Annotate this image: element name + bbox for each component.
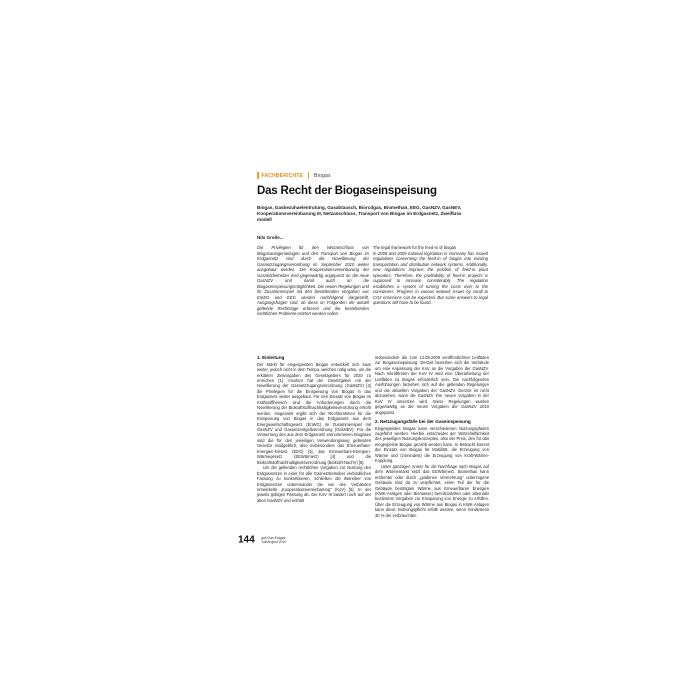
paragraph: Unter günstigen Anreiz für die Nachfrage nach Biogas auf dem Wärmemarkt setzt das EEWärmeG. Biomethan kann entfernter oder durch „goldenen Vermehrung“ unterzogene Gebäude sind da zu verpflichtet, einen Teil der für die Gebäude benötigten Wärme aus Erneuerbaren Energien (KWK-Anlagen oder Biomasse) bereitzustellen oder alternativ bestimmte Vorgaben zur Einsparung von Energie zu erfüllen. Über die Erzeugung von Wärme aus Biogas in KWK-Anlagen kann diese Nutzungspflicht erfüllt werden, wenn mindestens 30 % der verbrauchten	[375, 463, 489, 518]
paragraph: Eingespeistes Biogas kann verschiedenen Nutzungspfaden zugeführt werden. Hierbei entscheidet der Wirtschaftlichkeit des jeweiligen Nutzungskonzeptes, also der Preis, den für das eingespeiste Biogas gezahlt werden kann. In Betracht kommt der Einsatz von Biogas für Mobilität, die Erzeugung von Wärme und (zumindest) die Erzeugung von Kraft-Wärme-Kopplung.	[375, 425, 489, 464]
abstract-english-heading: The legal framework for the feed-in of biogas	[373, 245, 457, 250]
section-rubric	[257, 172, 331, 179]
body-column-left	[257, 355, 371, 503]
rubric-bar	[257, 172, 259, 179]
article-keywords: Biogas, Gasbezuhaelentrutung, Gasabtausch, Biorcdgas, Biomethan, EEG, GasNZV, GasNEV, Kooperationsvereinbarung III, Netzanschluss, Transport von Biogas im Erdgasnetz, Zweifluss modell	[257, 205, 462, 223]
journal-info	[261, 536, 286, 544]
article-title: Das Recht der Biogaseinspeisung	[257, 185, 437, 197]
paragraph: Um die geltenden rechtlichen Vorgaben zur Nutzung des Erdgasnetzes in einer für alle Gasnetzbetreiber verbindlichen Fassung zu konkretisieren, schließen die Betreiber von Erdgasnetzen untereinander die von den Verbänden entwickelte „Kooperationsvereinbarung“ (KoV) [6]. In der jeweils gültigen Fassung ab. Die KoV III basiert noch auf der alten GasNZV und enthält	[257, 465, 371, 503]
paragraph: insbesondere die zum 14.08.2009 veröffentlichten Leitfäden zur Biogaseinspeisung. Derzeit bemühen sich die Verbände um eine Anpassung der KoV an die Vorgaben der GasNZV. Nach Inkrafttreten der KoV IV wird eine Überarbeitung der Leitfäden zu Biogas erforderlich sein. Die nachfolgenden Ausführungen beziehen sich auf die geltenden Regelungen und die aktuellen Vorgaben der GasNZV. Derzeit ist nicht abzusehen, wann die GasNZV ihre neuen Vorgaben in der KoV IV umsetzen wird. Diese Regelungen wurden gegenwärtig an die neuen Vorgaben der GasNZV 2010 angepasst.	[375, 355, 489, 415]
abstract-english	[373, 245, 488, 306]
section-heading-introduction: 1. Einleitung	[257, 355, 285, 360]
page-number: 144	[238, 534, 255, 546]
rubric-divider	[308, 172, 310, 179]
section-heading-network-access: 2. Netzzugangsfälle bei der Gaseinspeisung	[375, 418, 471, 424]
journal-line-2: Juli/August 2010	[261, 539, 287, 544]
rubric-section: FACHBERICHTE	[261, 172, 304, 179]
page-folio	[238, 531, 286, 549]
body-column-right	[375, 355, 489, 518]
rubric-subsection: Biogas	[314, 172, 331, 179]
paragraph: Der Markt für eingespeisten Biogas entwickelt sich zwar weiter, jedoch nicht in dem Tempo, welches nötig wäre, um die erklärten Zielvorgaben des Gesetzgebers für 2020 zu erreichen [1]. Insofern hat der Gesetzgeber mit der Novellierung der Gasnetzzugangsverordnung (GasNZV) [2] die Privilegien für die Einspeisung von Biogas in das Erdgasnetz weiter ausgebaut. Für den Einsatz von Biogas im Kraftstoffbereich sind die Anforderungen durch die Novellierung der Biokraftstoffnachhaltigkeitsverordnung erhöht worden. Insgesamt ergibt sich der Rechtsrahmen für die Einspeisung von Biogas in das Erdgasnetz aus dem Energiewirtschaftsgesetz (EnWG) im Zusammenspiel mit GasNZV und Gasnetzentgeltverordnung (GasNEV). Für die Verwertung des aus dem Erdgasnetz entnommenen Biogases sind die für den jeweiligen Verwendungsweg geltenden Gesetze maßgeblich, also insbesondere das Erneuerbare-Energien-Gesetz (EEG) [3], das Erneuerbare-Energien-Wärmegesetz (EEWärmeG) [4] und die Biokraftstoffnachhaltigkeitsverordnung (Biokraft-NachV) [5].	[257, 361, 371, 465]
article-author: Nils Große...	[257, 235, 284, 240]
abstract-german: Die Privilegien für den Netzanschluss von Biogasanlagenanlagen und den Transport von Biogas im Erdgasnetz sind durch die Novellierung der Gasnetzzugangsverordnung im September 2010 weiter ausgebaut worden. Die Kooperationsvereinbarung der Gasnetzbetreiber wird gegenwärtig angepasst an die neue GasNZV und damit auch an die Biogaseinspeisungsmöglichkeit. Die neuen Regelungen und ihr Zusammenspiel mit den bestehenden Vorgaben aus EnWG und EEG werden nachfolgend dargestellt. Ausgangsfragen sind, ob diese im Folgenden die aktuell geltende Rechtslage erfassen und die bestehenden rechtlichen Probleme erörtert werden sollen.	[257, 245, 369, 316]
abstract-english-text: In 2008 and 2009 national legislation in Germany has issued regulations concerning the feed-in of biogas into existing transportation and distribution network systems. Additionally, new regulations improve the position of feed-in plant operators. Therefore, the profitability of feed-in projects is supposed to increase considerably. The regulation establishes a system of turning the costs over to the consumers. Progress in various network issues by small to CO2 emissions can be expected. But some answers to legal questions still have to be found.	[373, 250, 488, 305]
journal-line-1: gwf-Gas Erdgas	[261, 535, 286, 540]
